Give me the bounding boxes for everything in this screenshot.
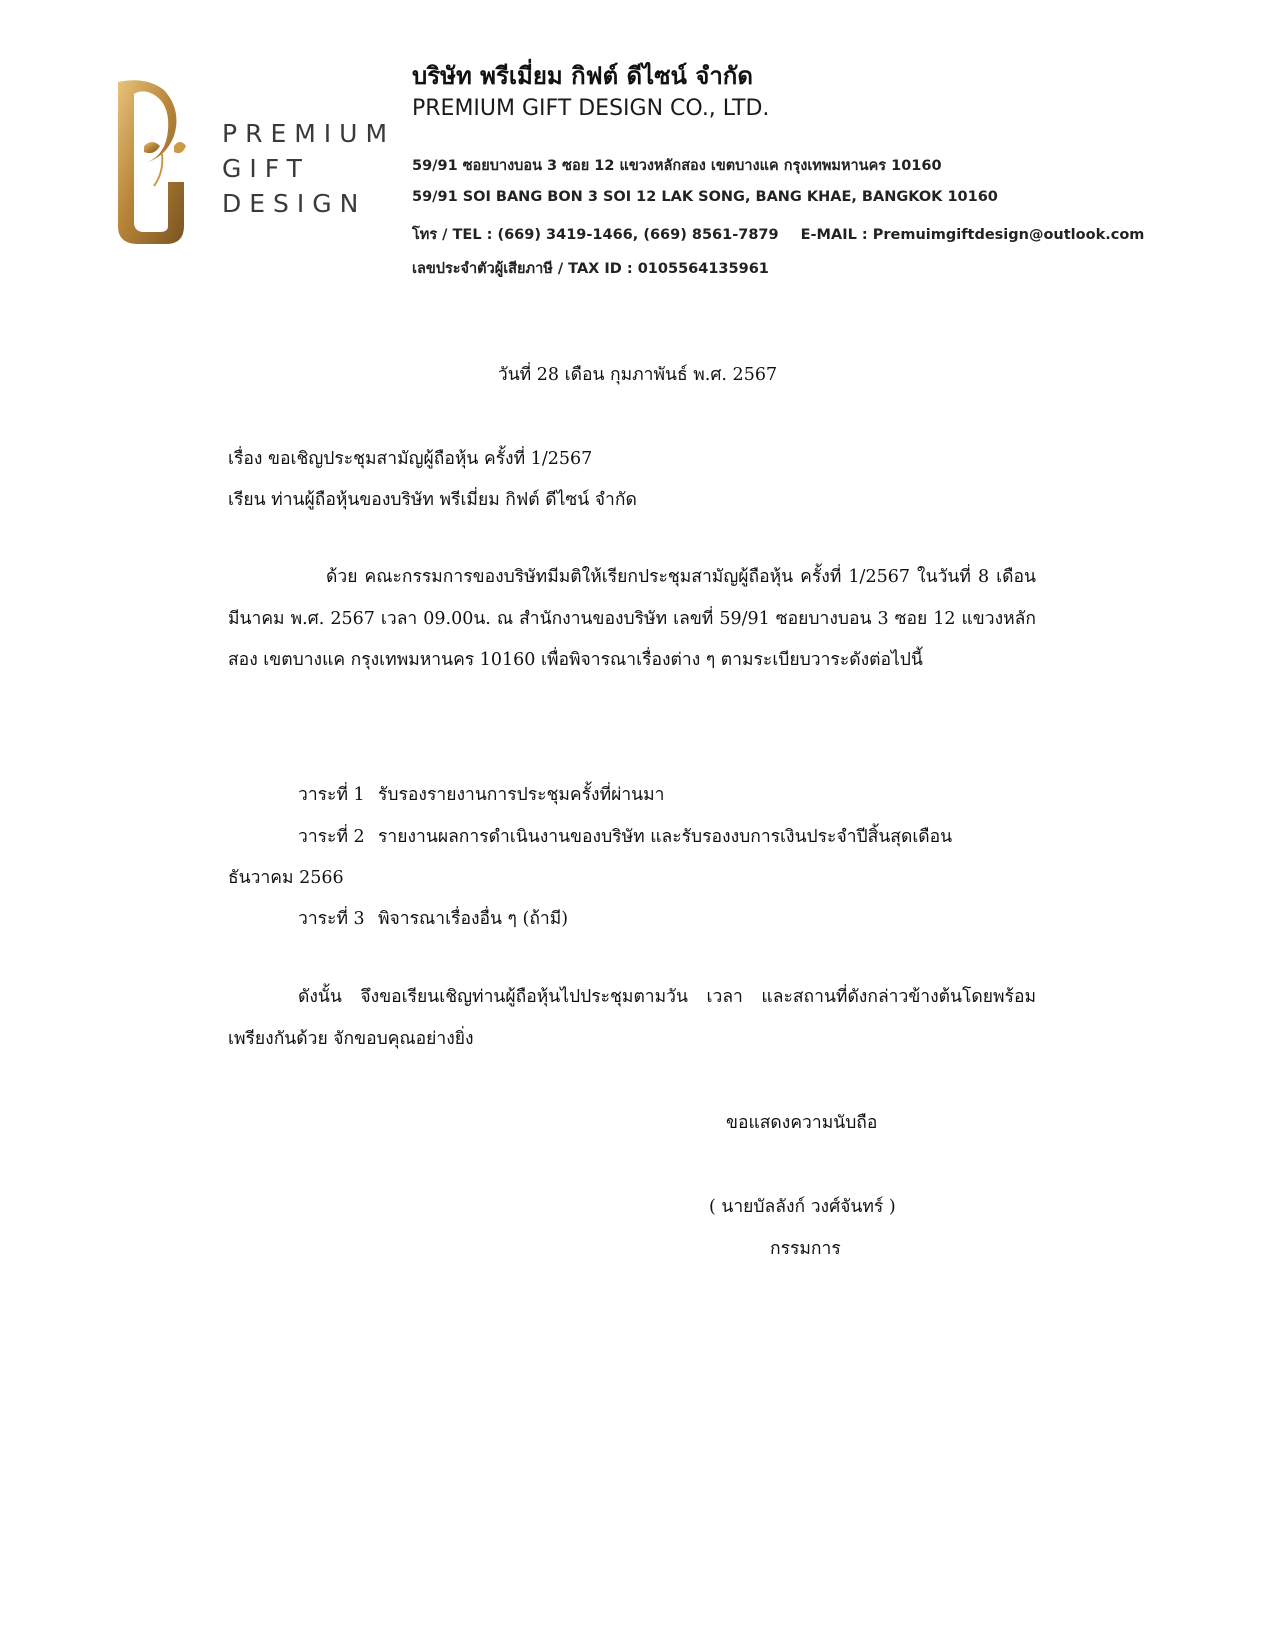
letter-salutation: เรียน ท่านผู้ถือหุ้นของบริษัท พรีเมี่ยม กิฟต์ ดีไซน์ จำกัด [228,490,637,510]
contact-line [412,223,1144,246]
phone-numbers: โทร / TEL : (669) 3419-1466, (669) 8561-7879 [412,227,779,243]
agenda-text: พิจารณาเรื่องอื่น ๆ (ถ้ามี) [378,909,569,929]
company-logo-icon [108,76,193,248]
logo-word: DESIGN [222,189,367,218]
signer-name: ( นายบัลลังก์ วงศ์จันทร์ ) [709,1197,896,1217]
signer-position: กรรมการ [770,1239,841,1259]
address-thai: 59/91 ซอยบางบอน 3 ซอย 12 แขวงหลักสอง เขตบางแค กรุงเทพมหานคร 10160 [412,158,942,174]
email-address: E-MAIL : Premuimgiftdesign@outlook.com [800,227,1145,243]
agenda-item [298,904,568,932]
tax-id: เลขประจำตัวผู้เสียภาษี / TAX ID : 0105564135961 [412,261,769,277]
agenda-item [298,822,952,850]
letter-subject: เรื่อง ขอเชิญประชุมสามัญผู้ถือหุ้น ครั้งที่ 1/2567 [228,449,593,469]
company-name-thai: บริษัท พรีเมี่ยม กิฟต์ ดีไซน์ จำกัด [412,62,753,90]
logo-word: PREMIUM [222,119,396,148]
agenda-item [298,780,665,808]
closing-phrase: ขอแสดงความนับถือ [726,1113,878,1133]
agenda-text: รายงานผลการดำเนินงานของบริษัท และรับรองงบการเงินประจำปีสิ้นสุดเดือน [378,827,953,847]
letter-date: วันที่ 28 เดือน กุมภาพันธ์ พ.ศ. 2567 [497,365,778,385]
company-name-english: PREMIUM GIFT DESIGN CO., LTD. [412,96,770,121]
paragraph-closing-request: ดังนั้น จึงขอเรียนเชิญท่านผู้ถือหุ้นไปประชุมตามวัน เวลา และสถานที่ดังกล่าวข้างต้นโดยพร้อมเพรียงกันด้วย จักขอบคุณอย่างยิ่ง [228,987,1036,1049]
agenda-item-continuation: ธันวาคม 2566 [228,868,344,888]
letterhead [0,0,1275,300]
address-english: 59/91 SOI BANG BON 3 SOI 12 LAK SONG, BANG KHAE, BANGKOK 10160 [412,189,998,205]
logo-word: GIFT [222,154,310,183]
agenda-number: วาระที่ 3 [298,909,365,929]
agenda-number: วาระที่ 1 [298,785,365,805]
agenda-text: รับรองรายงานการประชุมครั้งที่ผ่านมา [378,785,665,805]
logo-wordmark [222,116,395,221]
agenda-number: วาระที่ 2 [298,827,365,847]
paragraph-invitation: ด้วย คณะกรรมการของบริษัทมีมติให้เรียกประชุมสามัญผู้ถือหุ้น ครั้งที่ 1/2567 ในวันที่ 8 เดือน มีนาคม พ.ศ. 2567 เวลา 09.00น. ณ สำนักงานของบริษัท เลขที่ 59/91 ซอยบางบอน 3 ซอย 12 แขวงหลักสอง เขตบางแค กรุงเทพมหานคร 10160 เพื่อพิจารณาเรื่องต่าง ๆ ตามระเบียบวาระดังต่อไปนี้ [228,567,1036,670]
